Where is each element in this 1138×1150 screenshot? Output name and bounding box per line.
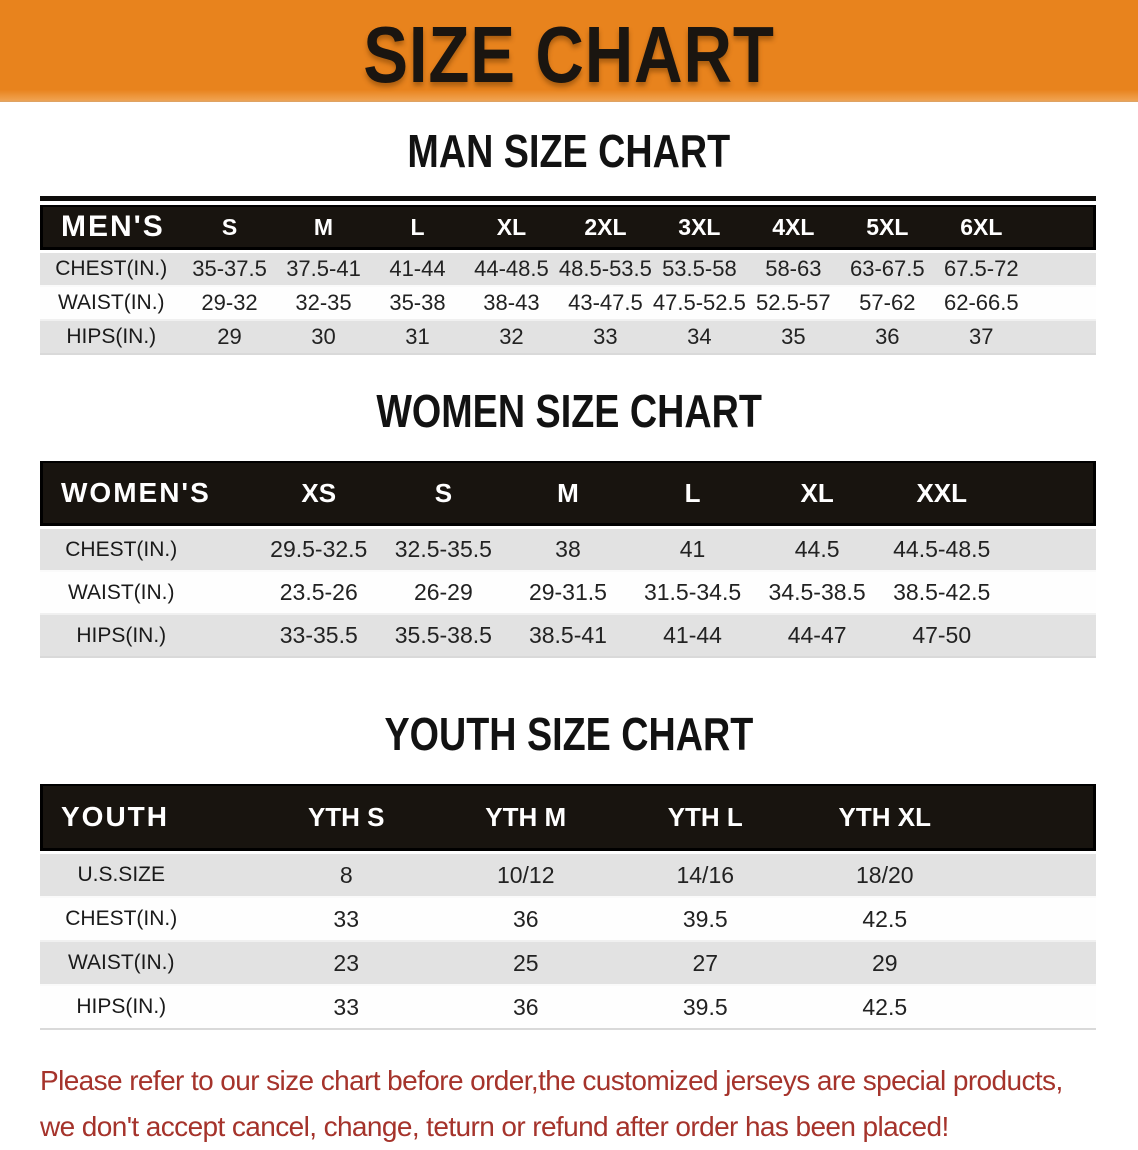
youth-data-row [40,898,1096,942]
men-size-col-3: XL [464,205,558,250]
women-size-table-wrap [40,461,1096,658]
men-table [40,205,1096,355]
cell-value: 34 [652,321,746,355]
cell-value: 29-32 [183,287,277,321]
cell-value: 44.5-48.5 [879,526,1004,572]
cell-value: 42.5 [795,986,975,1030]
cell-value: 30 [277,321,371,355]
men-header-row [40,205,1096,250]
youth-size-table [40,784,1096,1030]
women-size-col-0: XS [256,461,381,526]
cell-value: 36 [840,321,934,355]
cell-value: 42.5 [795,898,975,942]
order-notice-line-2: we don't accept cancel, change, teturn or refund after order has been placed! [40,1111,949,1142]
row-spacer [975,898,1096,942]
men-size-col-5: 3XL [652,205,746,250]
cell-value: 23 [256,942,436,986]
youth-size-col-1: YTH M [436,784,616,851]
row-spacer [1028,321,1096,355]
cell-value: 38-43 [464,287,558,321]
cell-value: 26-29 [381,572,506,615]
cell-value: 31 [370,321,464,355]
men-header-spacer [1028,205,1096,250]
cell-value: 39.5 [616,986,796,1030]
row-label: CHEST(IN.) [40,250,183,287]
cell-value: 25 [436,942,616,986]
youth-section-heading-text: YOUTH SIZE CHART [384,708,754,760]
order-notice-line-1: Please refer to our size chart before order,the customized jerseys are special products, [40,1065,1063,1096]
cell-value: 36 [436,898,616,942]
row-label: HIPS(IN.) [40,615,256,658]
row-label: HIPS(IN.) [40,321,183,355]
cell-value: 35 [746,321,840,355]
cell-value: 37 [934,321,1028,355]
cell-value: 33-35.5 [256,615,381,658]
cell-value: 32.5-35.5 [381,526,506,572]
cell-value: 44.5 [755,526,880,572]
men-size-table [40,205,1096,355]
women-size-col-1: S [381,461,506,526]
cell-value: 32-35 [277,287,371,321]
women-data-row [40,615,1096,658]
men-size-table-wrap [40,196,1096,355]
men-size-col-7: 5XL [840,205,934,250]
cell-value: 48.5-53.5 [558,250,652,287]
row-label: WAIST(IN.) [40,287,183,321]
row-spacer [1004,615,1096,658]
cell-value: 34.5-38.5 [755,572,880,615]
youth-size-table-wrap [40,784,1096,1030]
row-spacer [1004,572,1096,615]
cell-value: 23.5-26 [256,572,381,615]
youth-size-col-2: YTH L [616,784,796,851]
row-spacer [975,986,1096,1030]
cell-value: 29.5-32.5 [256,526,381,572]
cell-value: 38.5-42.5 [879,572,1004,615]
women-size-col-4: XL [755,461,880,526]
cell-value: 67.5-72 [934,250,1028,287]
row-spacer [1028,287,1096,321]
cell-value: 14/16 [616,851,796,898]
cell-value: 43-47.5 [558,287,652,321]
cell-value: 37.5-41 [277,250,371,287]
cell-value: 18/20 [795,851,975,898]
cell-value: 38.5-41 [506,615,631,658]
cell-value: 38 [506,526,631,572]
cell-value: 36 [436,986,616,1030]
row-spacer [975,942,1096,986]
cell-value: 44-47 [755,615,880,658]
order-notice [40,1058,1100,1150]
women-data-row [40,526,1096,572]
cell-value: 41-44 [370,250,464,287]
cell-value: 33 [256,898,436,942]
cell-value: 35.5-38.5 [381,615,506,658]
cell-value: 62-66.5 [934,287,1028,321]
cell-value: 39.5 [616,898,796,942]
youth-data-row [40,942,1096,986]
row-label: CHEST(IN.) [40,526,256,572]
cell-value: 52.5-57 [746,287,840,321]
women-group-label: WOMEN'S [40,461,256,526]
men-group-label: MEN'S [40,205,183,250]
women-section-heading [0,385,1138,437]
women-header-spacer [1004,461,1096,526]
women-size-col-3: L [630,461,755,526]
row-spacer [1004,526,1096,572]
women-table [40,461,1096,658]
cell-value: 31.5-34.5 [630,572,755,615]
men-size-col-1: M [277,205,371,250]
cell-value: 35-38 [370,287,464,321]
cell-value: 47-50 [879,615,1004,658]
cell-value: 47.5-52.5 [652,287,746,321]
women-header-row [40,461,1096,526]
men-size-col-0: S [183,205,277,250]
cell-value: 29 [795,942,975,986]
cell-value: 29-31.5 [506,572,631,615]
youth-group-label: YOUTH [40,784,256,851]
row-label: HIPS(IN.) [40,986,256,1030]
men-section-heading [0,124,1138,178]
cell-value: 32 [464,321,558,355]
youth-header-spacer [975,784,1096,851]
men-section-heading-text: MAN SIZE CHART [407,125,731,177]
youth-header-row [40,784,1096,851]
cell-value: 58-63 [746,250,840,287]
cell-value: 44-48.5 [464,250,558,287]
men-size-col-6: 4XL [746,205,840,250]
men-data-row [40,250,1096,287]
women-section-heading-text: WOMEN SIZE CHART [376,385,762,437]
size-chart-banner [0,0,1138,102]
youth-size-col-3: YTH XL [795,784,975,851]
men-size-col-2: L [370,205,464,250]
cell-value: 8 [256,851,436,898]
cell-value: 33 [256,986,436,1030]
youth-table [40,784,1096,1030]
men-size-col-4: 2XL [558,205,652,250]
cell-value: 63-67.5 [840,250,934,287]
cell-value: 29 [183,321,277,355]
youth-data-row [40,986,1096,1030]
cell-value: 27 [616,942,796,986]
banner-title: SIZE CHART [363,10,775,99]
women-data-row [40,572,1096,615]
youth-size-col-0: YTH S [256,784,436,851]
cell-value: 10/12 [436,851,616,898]
women-size-col-5: XXL [879,461,1004,526]
cell-value: 41 [630,526,755,572]
row-label: WAIST(IN.) [40,572,256,615]
cell-value: 33 [558,321,652,355]
women-size-col-2: M [506,461,631,526]
row-label: WAIST(IN.) [40,942,256,986]
row-spacer [1028,250,1096,287]
men-data-row [40,287,1096,321]
men-table-top-rule [40,196,1096,201]
cell-value: 35-37.5 [183,250,277,287]
row-label: CHEST(IN.) [40,898,256,942]
cell-value: 53.5-58 [652,250,746,287]
youth-data-row [40,851,1096,898]
men-data-row [40,321,1096,355]
cell-value: 41-44 [630,615,755,658]
men-size-col-8: 6XL [934,205,1028,250]
cell-value: 57-62 [840,287,934,321]
row-spacer [975,851,1096,898]
youth-section-heading [0,708,1138,760]
women-size-table [40,461,1096,658]
row-label: U.S.SIZE [40,851,256,898]
